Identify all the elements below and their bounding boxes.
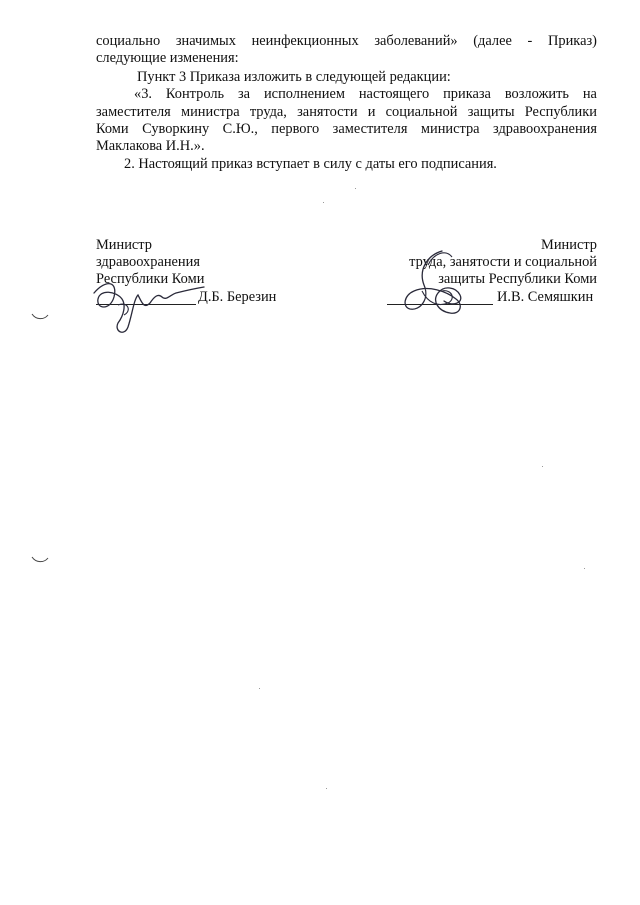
word: исполнением	[263, 86, 345, 102]
para3-line4: Маклакова И.Н.».	[96, 138, 205, 154]
word: здравоохранения	[493, 121, 597, 137]
right-title-line2: труда, занятости и социальной	[409, 254, 597, 270]
word: приказа	[443, 86, 491, 102]
para4: 2. Настоящий приказ вступает в силу с даты его подписания.	[124, 156, 497, 172]
left-title-line3: Республики Коми	[96, 271, 205, 287]
word: занятости	[297, 104, 358, 120]
left-handwritten-signature	[88, 275, 208, 340]
para3-line3	[96, 121, 597, 138]
scan-mark-bottom	[30, 555, 50, 565]
word: (далее	[473, 33, 512, 49]
scan-speck	[259, 688, 260, 689]
word: неинфекционных	[251, 33, 359, 49]
scan-speck	[326, 788, 327, 789]
word: «3.	[134, 86, 152, 102]
word: значимых	[175, 33, 236, 49]
right-title-line1: Министр	[541, 237, 597, 253]
right-handwritten-signature	[398, 245, 478, 325]
word: социально	[96, 33, 161, 49]
left-signer-name: Д.Б. Березин	[198, 289, 277, 305]
left-title-line2: здравоохранения	[96, 254, 200, 270]
word: заместителя	[96, 104, 171, 120]
word: за	[238, 86, 251, 102]
word: защиты	[467, 104, 515, 120]
word: заболеваний»	[374, 33, 458, 49]
word: на	[582, 86, 597, 102]
word: Республики	[524, 104, 597, 120]
scan-speck	[323, 202, 324, 203]
word: министра	[180, 104, 240, 120]
word: Суворкину	[142, 121, 210, 137]
word: возложить	[504, 86, 569, 102]
para1-line1	[96, 33, 597, 50]
word: Коми	[96, 121, 129, 137]
right-signer-name: И.В. Семяшкин	[497, 289, 594, 305]
word: С.Ю.,	[222, 121, 258, 137]
word: социальной	[385, 104, 458, 120]
right-title-line3: защиты Республики Коми	[438, 271, 597, 287]
word: Контроль	[165, 86, 225, 102]
word: Приказ)	[548, 33, 597, 49]
word: заместителя	[332, 121, 408, 137]
scan-speck	[355, 188, 356, 189]
word: и	[367, 104, 376, 120]
scan-speck	[584, 568, 585, 569]
word: -	[527, 33, 533, 49]
word: настоящего	[358, 86, 430, 102]
para2: Пункт 3 Приказа изложить в следующей редакции:	[137, 69, 451, 85]
para3-line2	[96, 104, 597, 121]
scan-mark-top	[30, 312, 50, 322]
para1-line2: следующие изменения:	[96, 50, 239, 66]
left-title-line1: Министр	[96, 237, 152, 253]
scan-speck	[542, 466, 543, 467]
word: министра	[420, 121, 480, 137]
para3-line1	[134, 86, 597, 103]
word: первого	[271, 121, 320, 137]
word: труда,	[249, 104, 287, 120]
